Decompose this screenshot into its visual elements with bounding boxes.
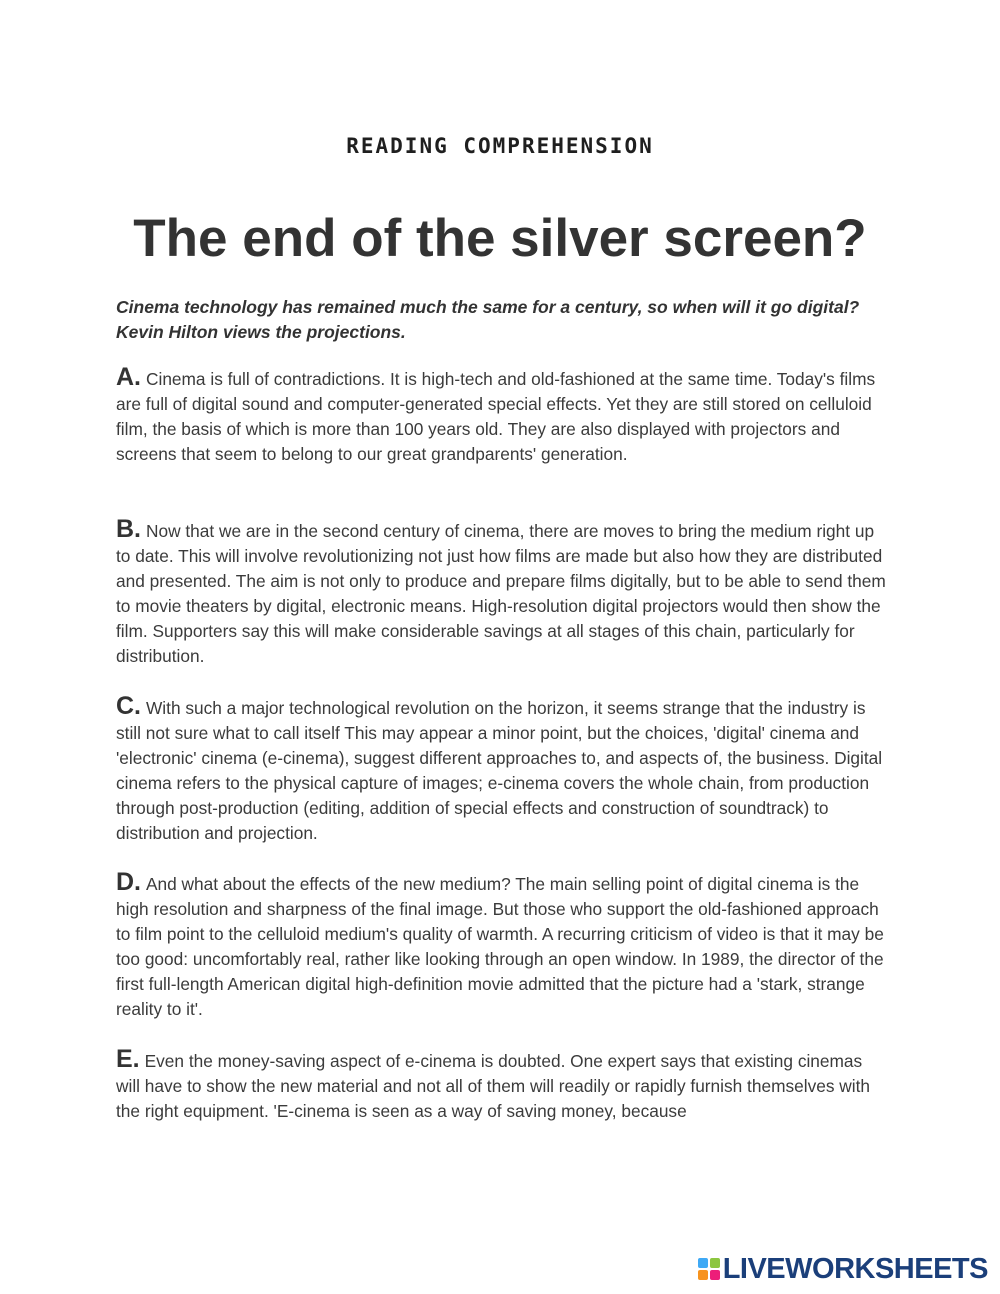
paragraph-a [116, 365, 888, 467]
paragraph-letter: B. [116, 515, 141, 543]
paragraph-c [116, 694, 888, 846]
article-subtitle: Cinema technology has remained much the same for a century, so when will it go digital? Kevin Hilton views the projections. [116, 297, 860, 342]
liveworksheets-logo-icon [698, 1258, 720, 1280]
liveworksheets-wordmark: LIVEWORKSHEETS [722, 1252, 988, 1285]
paragraph-text: Now that we are in the second century of cinema, there are moves to bring the medium right up to date. This will involve revolutionizing not just how films are made but also how they are distributed and presented. The aim is not only to produce and prepare films digitally, but to be able to send them to movie theaters by digital, electronic means. High-resolution digital projectors would then show the film. Supporters say this will make considerable savings at all stages of this chain, particularly for distribution. [116, 521, 886, 666]
paragraph-text: And what about the effects of the new medium? The main selling point of digital cinema is the high resolution and sharpness of the final image. But those who support the old-fashioned approach to film point to the celluloid medium's quality of warmth. A recurring criticism of video is that it may be too good: uncomfortably real, rather like looking through an open window. In 1989, the director of the first full-length American digital high-definition movie admitted that the picture had a 'stark, strange reality to it'. [116, 874, 884, 1019]
liveworksheets-brand[interactable] [698, 1254, 988, 1284]
paragraph-letter: E. [116, 1045, 140, 1073]
paragraph-letter: C. [116, 692, 141, 720]
paragraph-d [116, 870, 888, 1022]
paragraph-text: Even the money-saving aspect of e-cinema is doubted. One expert says that existing cinemas will have to show the new material and not all of them will readily or rapidly furnish themselves with the right equipment. 'E-cinema is seen as a way of saving money, because [116, 1051, 870, 1121]
paragraph-b [116, 517, 888, 669]
paragraph-letter: D. [116, 868, 141, 896]
page-title: The end of the silver screen? [133, 209, 867, 268]
paragraph-letter: A. [116, 363, 141, 391]
worksheet-label: READING COMPREHENSION [346, 134, 654, 158]
paragraph-text: With such a major technological revolution on the horizon, it seems strange that the industry is still not sure what to call itself This may appear a minor point, but the choices, 'digital' cinema and 'electronic' cinema (e-cinema), suggest different approaches to, and aspects of, the business. Digital cinema refers to the physical capture of images; e-cinema covers the whole chain, from production through post-production (editing, addition of special effects and construction of soundtrack) to distribution and projection. [116, 698, 883, 843]
paragraph-e [116, 1047, 888, 1124]
paragraph-text: Cinema is full of contradictions. It is high-tech and old-fashioned at the same time. Today's films are full of digital sound and computer-generated special effects. Yet they are still stored on celluloid film, the basis of which is more than 100 years old. They are also displayed with projectors and screens that seem to belong to our great grandparents' generation. [116, 369, 876, 464]
